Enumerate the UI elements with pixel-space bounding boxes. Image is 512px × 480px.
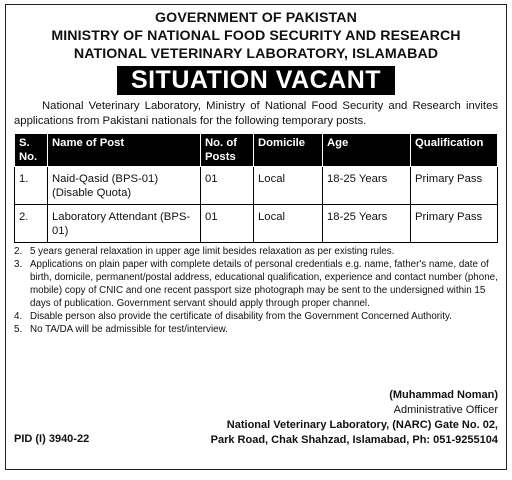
- signature-block: [211, 388, 498, 448]
- cell-sno: 2.: [15, 205, 48, 243]
- cell-age: 18-25 Years: [323, 167, 411, 205]
- signatory-title: Administrative Officer: [393, 404, 498, 416]
- list-item: [14, 245, 498, 258]
- banner-wrap: [14, 66, 498, 95]
- cell-domicile: Local: [254, 205, 323, 243]
- header-government: GOVERNMENT OF PAKISTAN: [155, 10, 357, 26]
- list-item: [14, 310, 498, 323]
- header-ministry: MINISTRY OF NATIONAL FOOD SECURITY AND RESEARCH: [51, 28, 461, 44]
- cell-post: Laboratory Attendant (BPS-01): [48, 205, 201, 243]
- cell-no-of-posts: 01: [201, 167, 254, 205]
- advertisement: [5, 4, 507, 470]
- cell-domicile: Local: [254, 167, 323, 205]
- header-post: Name of Post: [48, 134, 201, 167]
- situation-vacant-banner: SITUATION VACANT: [117, 66, 395, 95]
- pid-number: PID (I) 3940-22: [14, 433, 90, 445]
- intro-paragraph: National Veterinary Laboratory, Ministry of National Food Security and Research invites applications from Pakistani nationals for the following temporary posts.: [14, 100, 498, 127]
- address-line-1: National Veterinary Laboratory, (NARC) Gate No. 02,: [226, 419, 498, 431]
- note-number: 5.: [14, 324, 23, 335]
- note-number: 2.: [14, 246, 23, 257]
- table-row: [15, 205, 498, 243]
- cell-post: Naid-Qasid (BPS-01) (Disable Quota): [48, 167, 201, 205]
- header-qualification: Qualification: [411, 134, 498, 167]
- cell-no-of-posts: 01: [201, 205, 254, 243]
- table-header-row: [15, 134, 498, 167]
- signatory-name: (Muhammad Noman): [389, 389, 498, 401]
- header-sno: S. No.: [15, 134, 48, 167]
- header-no-of-posts: No. of Posts: [201, 134, 254, 167]
- posts-table: [14, 133, 498, 243]
- table-row: [15, 167, 498, 205]
- cell-age: 18-25 Years: [323, 205, 411, 243]
- note-text: 5 years general relaxation in upper age limit besides relaxation as per existing rules.: [30, 246, 395, 257]
- header-domicile: Domicile: [254, 134, 323, 167]
- header-laboratory: NATIONAL VETERINARY LABORATORY, ISLAMABAD: [73, 46, 439, 62]
- list-item: [14, 323, 498, 336]
- cell-qualification: Primary Pass: [411, 167, 498, 205]
- address-line-2: Park Road, Chak Shahzad, Islamabad, Ph: 051-9255104: [210, 434, 498, 446]
- list-item: [14, 258, 498, 310]
- cell-qualification: Primary Pass: [411, 205, 498, 243]
- note-text: Disable person also provide the certificate of disability from the Government Concerned Authority.: [30, 311, 452, 322]
- notes-list: [14, 245, 498, 336]
- note-number: 3.: [14, 259, 23, 270]
- header-age: Age: [323, 134, 411, 167]
- note-text: No TA/DA will be admissible for test/interview.: [30, 324, 228, 335]
- cell-sno: 1.: [15, 167, 48, 205]
- note-number: 4.: [14, 311, 23, 322]
- note-text: Applications on plain paper with complete details of personal credentials e.g. name, father's name, date of birth, domicile, permanent/postal address, educational qualification, experience and contact number (phone, mobile) copy of CNIC and one recent passport size photograph may be sent to the undersigned within 15 days of publication. Government servant should apply through proper channel.: [30, 259, 498, 309]
